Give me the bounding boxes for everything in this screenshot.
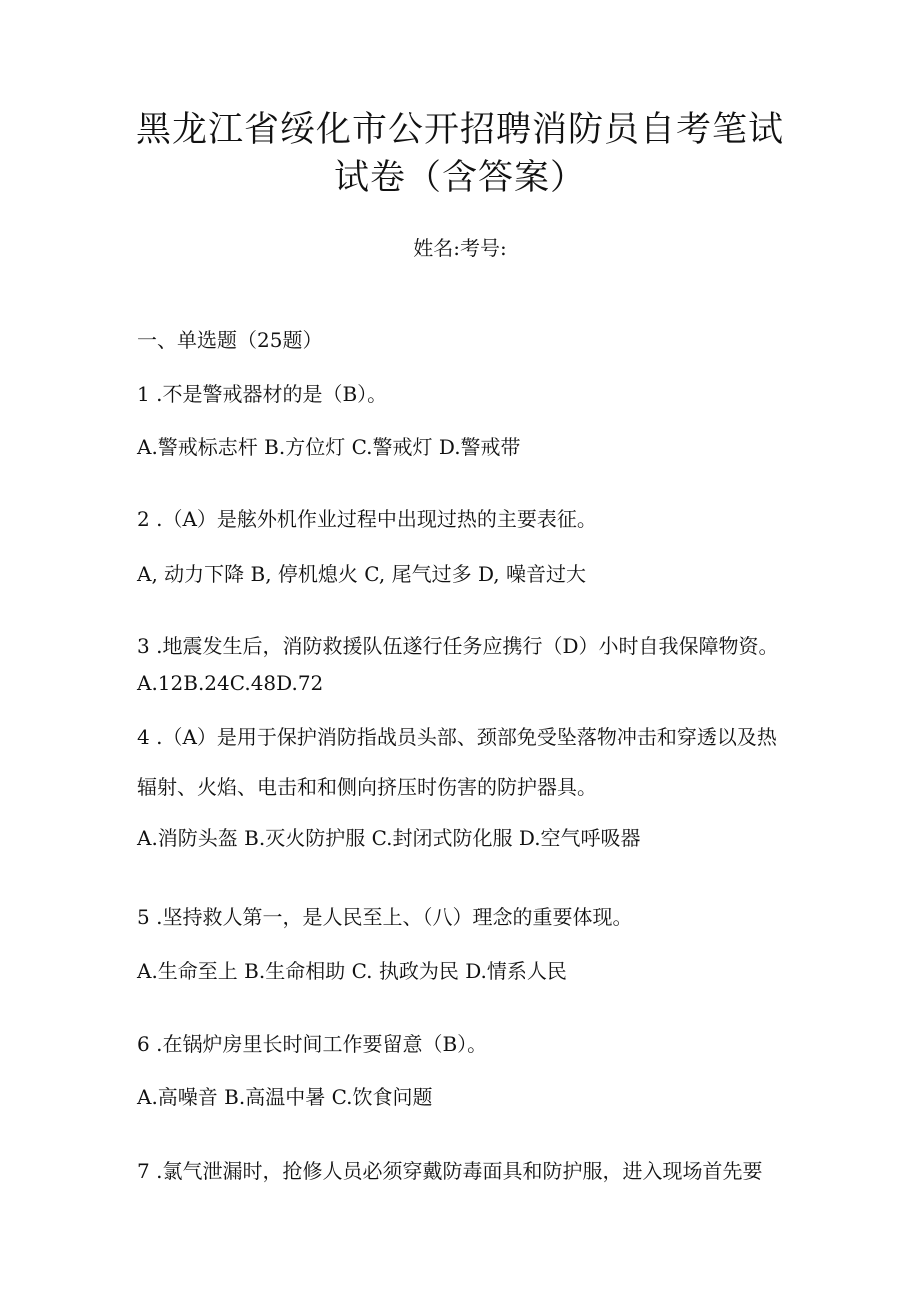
document-title-line-2: 试卷（含答案） <box>333 158 586 198</box>
name-exam-number-field: 姓名:考号: <box>413 236 507 260</box>
question-1-options: A.警戒标志杆 B.方位灯 C.警戒灯 D.警戒带 <box>137 435 521 459</box>
question-5-stem: 5 .坚持救人第一，是人民至上、（八）理念的重要体现。 <box>137 905 633 929</box>
question-5-options: A.生命至上 B.生命相助 C. 执政为民 D.情系人民 <box>137 959 567 983</box>
question-6-options: A.高噪音 B.高温中暑 C.饮食问题 <box>137 1085 433 1109</box>
section-heading: 一、单选题（25题） <box>137 328 323 352</box>
question-3-options: A.12B.24C.48D.72 <box>137 671 324 695</box>
question-4-stem-line-2: 辐射、火焰、电击和和侧向挤压时伤害的防护器具。 <box>137 775 597 799</box>
question-4-options: A.消防头盔 B.灭火防护服 C.封闭式防化服 D.空气呼吸器 <box>137 826 641 850</box>
question-7-stem: 7 .氯气泄漏时，抢修人员必须穿戴防毒面具和防护服，进入现场首先要 <box>137 1159 763 1183</box>
question-1-stem: 1 .不是警戒器材的是（B）。 <box>137 382 388 406</box>
question-2-stem: 2 .（A）是舷外机作业过程中出现过热的主要表征。 <box>137 507 597 531</box>
document-title-line-1: 黑龙江省绥化市公开招聘消防员自考笔试 <box>135 110 784 150</box>
question-4-stem-line-1: 4 .（A）是用于保护消防指战员头部、颈部免受坠落物冲击和穿透以及热 <box>137 725 777 749</box>
question-6-stem: 6 .在锅炉房里长时间工作要留意（B）。 <box>137 1032 488 1056</box>
question-3-stem: 3 .地震发生后，消防救援队伍遂行任务应携行（D）小时自我保障物资。 <box>137 634 779 658</box>
question-2-options: A, 动力下降 B, 停机熄火 C, 尾气过多 D, 噪音过大 <box>137 562 586 586</box>
